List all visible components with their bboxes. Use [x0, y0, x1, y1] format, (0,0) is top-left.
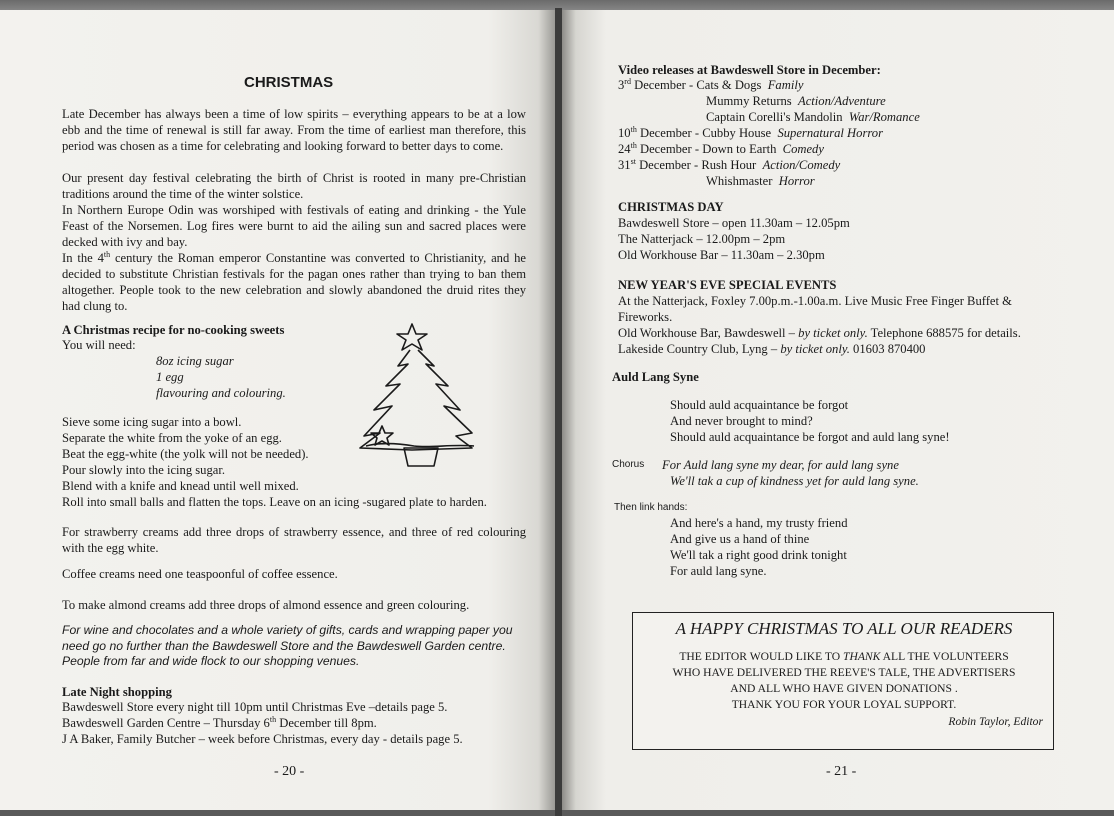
video-title: Video releases at Bawdeswell Store in December: — [618, 63, 881, 77]
release-month: December - — [630, 78, 697, 92]
ingredient: flavouring and colouring. — [156, 386, 286, 400]
shopping-promo: For wine and chocolates and a whole variety of gifts, cards and wrapping paper you need go no further than the Bawdeswell Store and the Bawdeswell Garden centre. People from far and wide flock to our shopping venues. — [62, 623, 513, 668]
thanks-line1-after: ALL THE VOLUNTEERS — [880, 650, 1009, 663]
para4-after: century the Roman emperor Constantine was converted to Christianity, and he decided to substitute Christian festivals for the pagan ones rather than trying to ban them altogether. People took to the new celebration and slowly abandoned the druid rites they had clung to. — [62, 251, 526, 313]
verse-line: And here's a hand, my trusty friend — [670, 516, 848, 530]
nye-title: NEW YEAR'S EVE SPECIAL EVENTS — [618, 278, 837, 292]
release-sup: st — [630, 156, 636, 166]
release-sup: rd — [624, 76, 631, 86]
nye-line3-after: 01603 870400 — [849, 342, 926, 356]
release-film: Cubby House — [702, 126, 772, 140]
christmas-tree-icon — [352, 320, 492, 468]
late-night-line2-before: Bawdeswell Garden Centre – Thursday 6 — [62, 716, 270, 730]
release-day: 10 — [618, 126, 631, 140]
recipe-need: You will need: — [62, 338, 136, 352]
greeting-headline: A HAPPY CHRISTMAS TO ALL OUR READERS — [675, 619, 1013, 638]
release-genre: Family — [767, 78, 804, 92]
recipe-step: Blend with a knife and knead until well mixed. — [62, 479, 299, 493]
nye-line: At the Natterjack, Foxley 7.00p.m.-1.00a.m. Live Music Free Finger Buffet & Fireworks. — [618, 294, 1012, 324]
nye-line3-before: Lakeside Country Club, Lyng – — [618, 342, 781, 356]
video-release — [618, 141, 824, 157]
coffee-creams: Coffee creams need one teaspoonful of coffee essence. — [62, 567, 338, 581]
release-sup: th — [630, 140, 637, 150]
verse-line: Should auld acquaintance be forgot — [670, 398, 849, 412]
solstice-paragraph: Our present day festival celebrating the birth of Christ is rooted in many pre-Christian traditions around the time of the winter solstice. — [62, 171, 526, 201]
nye-line3-ital: by ticket only. — [780, 342, 850, 356]
nye-line — [618, 341, 925, 357]
auld-title: Auld Lang Syne — [612, 370, 699, 384]
release-genre: Action/Comedy — [762, 158, 841, 172]
recipe-title: A Christmas recipe for no-cooking sweets — [62, 323, 285, 337]
book-gutter — [555, 8, 562, 816]
video-release — [706, 109, 920, 125]
verse-line: Should auld acquaintance be forgot and auld lang syne! — [670, 430, 950, 444]
release-film: Captain Corelli's Mandolin — [706, 110, 843, 124]
release-film: Down to Earth — [702, 142, 777, 156]
video-release — [618, 125, 883, 141]
strawberry-creams: For strawberry creams add three drops of strawberry essence, and three of red colouring with the egg white. — [62, 525, 526, 555]
video-release — [618, 157, 840, 173]
release-genre: Action/Adventure — [798, 94, 886, 108]
verse-line: And never brought to mind? — [670, 414, 813, 428]
greeting-box — [632, 612, 1054, 750]
thanks-line: THANK YOU FOR YOUR LOYAL SUPPORT. — [731, 698, 957, 711]
thanks-line1-ital: THANK — [843, 650, 881, 663]
late-night-line — [62, 715, 377, 731]
page-number: - 20 - — [274, 764, 305, 779]
link-hands-label: Then link hands: — [614, 502, 688, 513]
thanks-line1-before: THE EDITOR WOULD LIKE TO — [679, 650, 844, 663]
video-release — [706, 173, 815, 189]
late-night-line: J A Baker, Family Butcher – week before Christmas, every day - details page 5. — [62, 732, 463, 746]
page-20 — [0, 10, 555, 810]
page-21 — [562, 10, 1114, 810]
christmas-day-line: Old Workhouse Bar – 11.30am – 2.30pm — [618, 248, 825, 262]
release-genre: Comedy — [782, 142, 824, 156]
para4-before: In the 4 — [62, 251, 104, 265]
odin-paragraph: In Northern Europe Odin was worshiped with festivals of eating and drinking - the Yule Feast of the Norsemen. Log fires were burnt to aid the ailing sun and sacred places were decked with ivy and bay. — [62, 203, 526, 249]
verse-line: We'll tak a right good drink tonight — [670, 548, 847, 562]
late-night-title: Late Night shopping — [62, 685, 172, 699]
almond-creams: To make almond creams add three drops of almond essence and green colouring. — [62, 598, 470, 612]
ingredient: 8oz icing sugar — [156, 354, 234, 368]
chorus-label: Chorus — [612, 459, 645, 470]
recipe-step: Roll into small balls and flatten the tops. Leave on an icing -sugared plate to harden. — [62, 495, 487, 509]
release-sup: th — [630, 124, 637, 134]
recipe-step: Pour slowly into the icing sugar. — [62, 463, 226, 477]
release-genre: War/Romance — [848, 110, 920, 124]
release-genre: Horror — [778, 174, 815, 188]
recipe-step: Sieve some icing sugar into a bowl. — [62, 415, 242, 429]
release-film: Cats & Dogs — [696, 78, 762, 92]
nye-line2-ital: by ticket only. — [798, 326, 868, 340]
para4-sup: th — [103, 249, 111, 259]
release-film: Rush Hour — [701, 158, 757, 172]
page-heading: CHRISTMAS — [244, 74, 334, 91]
release-day: 3 — [618, 78, 625, 92]
constantine-paragraph — [62, 250, 526, 314]
late-night-line2-after: December till 8pm. — [276, 716, 377, 730]
christmas-day-title: CHRISTMAS DAY — [618, 200, 724, 214]
nye-line2-before: Old Workhouse Bar, Bawdeswell – — [618, 326, 799, 340]
editor-signature: Robin Taylor, Editor — [948, 715, 1043, 728]
chorus-line: We'll tak a cup of kindness yet for auld lang syne. — [670, 474, 919, 488]
release-day: 24 — [618, 142, 631, 156]
release-month: December - — [636, 126, 703, 140]
nye-line — [618, 325, 1021, 341]
verse-line: For auld lang syne. — [670, 564, 767, 578]
recipe-step: Beat the egg-white (the yolk will not be needed). — [62, 447, 309, 461]
thanks-line: AND ALL WHO HAVE GIVEN DONATIONS . — [730, 682, 958, 695]
release-film: Mummy Returns — [706, 94, 792, 108]
thanks-line — [633, 649, 1055, 665]
ingredient: 1 egg — [156, 370, 184, 384]
thanks-line: WHO HAVE DELIVERED THE REEVE'S TALE, THE ADVERTISERS — [672, 666, 1016, 679]
page-number: - 21 - — [826, 764, 857, 779]
recipe-step: Separate the white from the yoke of an egg. — [62, 431, 282, 445]
video-release — [706, 93, 886, 109]
release-month: December - — [636, 142, 703, 156]
intro-paragraph: Late December has always been a time of low spirits – everything appears to be at a low ebb and the time of renewal is still far away. From the time of earliest man therefore, this period was chosen as a time for celebrating and looking forward to better days to come. — [62, 107, 526, 153]
video-release — [618, 77, 803, 93]
nye-line2-after: Telephone 688575 for details. — [867, 326, 1021, 340]
christmas-day-line: The Natterjack – 12.00pm – 2pm — [618, 232, 786, 246]
verse-line: And give us a hand of thine — [670, 532, 810, 546]
release-genre: Supernatural Horror — [777, 126, 883, 140]
release-film: Whishmaster — [706, 174, 773, 188]
release-month: December - — [635, 158, 702, 172]
late-night-line2-sup: th — [269, 714, 277, 724]
chorus-line: For Auld lang syne my dear, for auld lang syne — [662, 458, 899, 472]
late-night-line: Bawdeswell Store every night till 10pm until Christmas Eve –details page 5. — [62, 700, 448, 714]
release-day: 31 — [618, 158, 631, 172]
christmas-day-line: Bawdeswell Store – open 11.30am – 12.05pm — [618, 216, 850, 230]
